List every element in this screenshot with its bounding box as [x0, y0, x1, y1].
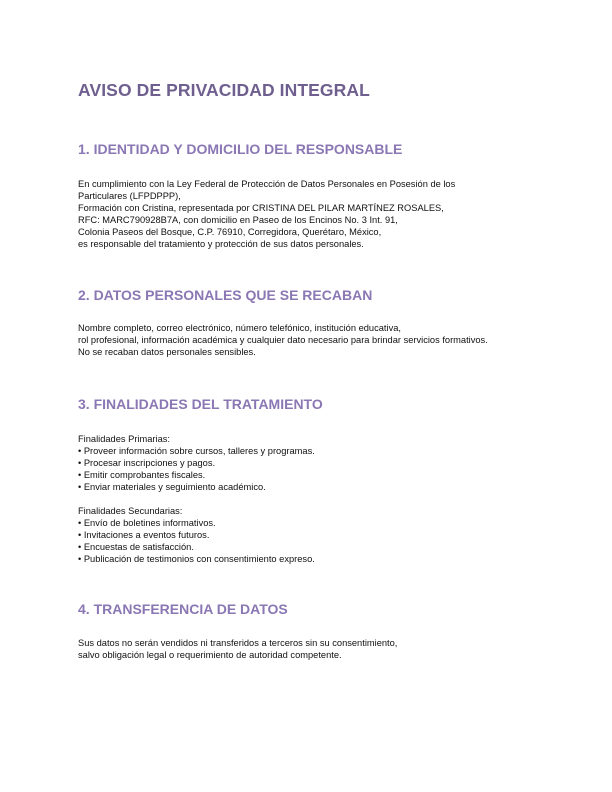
section-3-heading: 3. FINALIDADES DEL TRATAMIENTO — [78, 396, 323, 412]
section-2-line: Nombre completo, correo electrónico, número telefónico, institución educativa, — [78, 323, 401, 333]
section-2-line: rol profesional, información académica y cualquier dato necesario para brindar servicios formativos. — [78, 335, 488, 345]
primary-purpose-item: • Enviar materiales y seguimiento académico. — [78, 482, 266, 492]
section-2-body — [78, 322, 488, 358]
secondary-purposes-label: Finalidades Secundarias: — [78, 506, 183, 516]
section-1-line: En cumplimiento con la Ley Federal de Protección de Datos Personales en Posesión de los — [78, 179, 456, 189]
section-3-body — [78, 433, 315, 565]
secondary-purpose-item: • Envío de boletines informativos. — [78, 518, 216, 528]
section-1-heading: 1. IDENTIDAD Y DOMICILIO DEL RESPONSABLE — [78, 141, 403, 157]
primary-purpose-item: • Procesar inscripciones y pagos. — [78, 458, 216, 468]
section-1-line: Formación con Cristina, representada por CRISTINA DEL PILAR MARTÍNEZ ROSALES, — [78, 203, 444, 213]
section-4-line: Sus datos no serán vendidos ni transferidos a terceros sin su consentimiento, — [78, 638, 398, 648]
primary-purposes-label: Finalidades Primarias: — [78, 434, 170, 444]
secondary-purpose-item: • Publicación de testimonios con consentimiento expreso. — [78, 554, 315, 564]
document-title: AVISO DE PRIVACIDAD INTEGRAL — [78, 80, 370, 100]
section-1-line: Colonia Paseos del Bosque, C.P. 76910, Corregidora, Querétaro, México, — [78, 227, 382, 237]
section-4-heading: 4. TRANSFERENCIA DE DATOS — [78, 601, 288, 617]
section-4-line: salvo obligación legal o requerimiento de autoridad competente. — [78, 650, 342, 660]
section-4-body — [78, 637, 397, 661]
section-1-line: RFC: MARC790928B7A, con domicilio en Paseo de los Encinos No. 3 Int. 91, — [78, 215, 398, 225]
section-1-line: es responsable del tratamiento y protección de sus datos personales. — [78, 239, 364, 249]
list-spacer — [78, 493, 315, 505]
secondary-purpose-item: • Invitaciones a eventos futuros. — [78, 530, 210, 540]
section-1-body — [78, 178, 455, 250]
primary-purpose-item: • Proveer información sobre cursos, talleres y programas. — [78, 446, 315, 456]
primary-purpose-item: • Emitir comprobantes fiscales. — [78, 470, 206, 480]
section-2-line: No se recaban datos personales sensibles. — [78, 347, 256, 357]
section-2-heading: 2. DATOS PERSONALES QUE SE RECABAN — [78, 287, 373, 303]
section-1-line: Particulares (LFPDPPP), — [78, 191, 181, 201]
secondary-purpose-item: • Encuestas de satisfacción. — [78, 542, 194, 552]
